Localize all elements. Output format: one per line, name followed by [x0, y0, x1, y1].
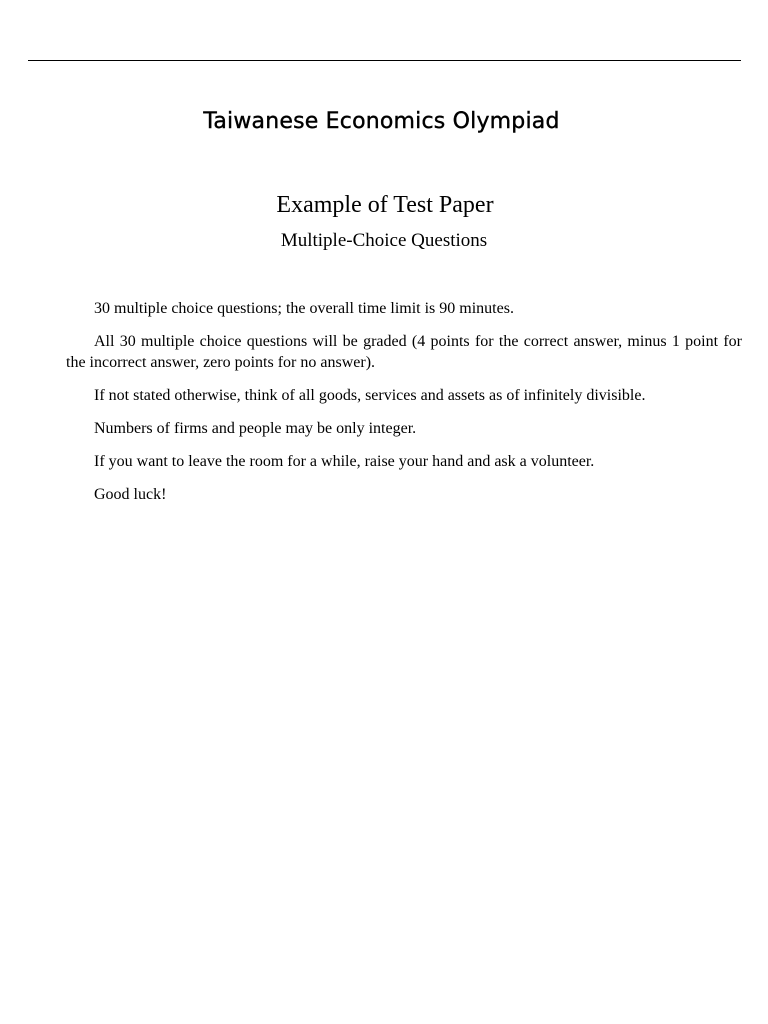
instructions-list: [66, 298, 742, 517]
page-title: Taiwanese Economics Olympiad: [203, 109, 560, 134]
instruction-paragraph: All 30 multiple choice questions will be graded (4 points for the correct answer, minus 1 point for the incorrect answer, zero points for no answer).: [66, 333, 742, 371]
header-rule: [28, 60, 741, 61]
instruction-paragraph: Numbers of firms and people may be only integer.: [94, 420, 417, 437]
document-subtitle: Example of Test Paper: [276, 192, 494, 218]
instruction-paragraph: If you want to leave the room for a while, raise your hand and ask a volunteer.: [94, 453, 595, 470]
section-heading: Multiple-Choice Questions: [280, 230, 488, 251]
instruction-paragraph: If not stated otherwise, think of all goods, services and assets as of infinitely divisible.: [94, 387, 646, 404]
instruction-paragraph: 30 multiple choice questions; the overall time limit is 90 minutes.: [94, 300, 514, 317]
instruction-paragraph: Good luck!: [94, 486, 167, 503]
